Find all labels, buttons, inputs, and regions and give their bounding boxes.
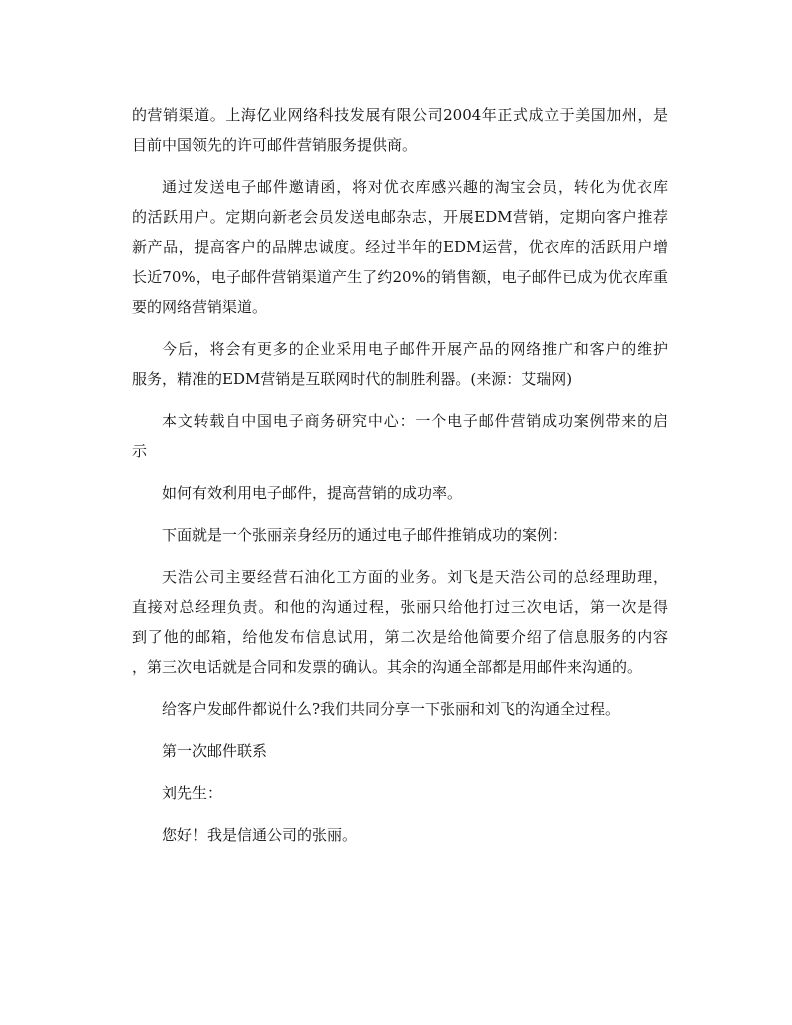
- text-line: 示: [132, 442, 148, 460]
- text-line: 到了他的邮箱，给他发布信息试用，第二次是给他简要介绍了信息服务的内容: [132, 628, 668, 646]
- paragraph: [132, 562, 668, 682]
- text-line: 长近70%，电子邮件营销渠道产生了约20%的销售额，电子邮件已成为优衣库重: [132, 268, 668, 286]
- paragraph: [132, 778, 668, 808]
- paragraph: [132, 820, 668, 850]
- text-line: 您好！我是信通公司的张丽。: [162, 826, 358, 844]
- paragraph: [132, 520, 668, 550]
- text-line: 目前中国领先的许可邮件营销服务提供商。: [132, 136, 418, 154]
- text-line: 下面就是一个张丽亲身经历的通过电子邮件推销成功的案例：: [162, 526, 568, 544]
- text-line: 服务，精准的EDM营销是互联网时代的制胜利器。(来源：艾瑞网): [132, 370, 573, 388]
- text-line: 天浩公司主要经营石油化工方面的业务。刘飞是天浩公司的总经理助理，: [162, 568, 668, 586]
- paragraph: [132, 694, 668, 724]
- text-line: 通过发送电子邮件邀请函，将对优衣库感兴趣的淘宝会员，转化为优衣库: [162, 178, 668, 196]
- text-line: 的营销渠道。上海亿业网络科技发展有限公司2004年正式成立于美国加州，是: [132, 106, 668, 124]
- text-line: 的活跃用户。定期向新老会员发送电邮杂志，开展EDM营销，定期向客户推荐: [132, 208, 668, 226]
- text-line: 要的网络营销渠道。: [132, 298, 268, 316]
- text-line: 新产品，提高客户的品牌忠诚度。经过半年的EDM运营，优衣库的活跃用户增: [132, 238, 668, 256]
- document-body: [132, 100, 668, 862]
- text-line: 给客户发邮件都说什么?我们共同分享一下张丽和刘飞的沟通全过程。: [162, 700, 621, 718]
- text-line: ，第三次电话就是合同和发票的确认。其余的沟通全部都是用邮件来沟通的。: [132, 658, 643, 676]
- text-line: 今后，将会有更多的企业采用电子邮件开展产品的网络推广和客户的维护: [162, 340, 668, 358]
- text-line: 刘先生：: [162, 784, 223, 802]
- text-line: 如何有效利用电子邮件，提高营销的成功率。: [162, 484, 463, 502]
- paragraph: [132, 100, 668, 160]
- text-line: 第一次邮件联系: [162, 742, 268, 760]
- paragraph: [132, 334, 668, 394]
- paragraph: [132, 478, 668, 508]
- paragraph: [132, 406, 668, 466]
- text-line: 本文转载自中国电子商务研究中心：一个电子邮件营销成功案例带来的启: [162, 412, 668, 430]
- text-line: 直接对总经理负责。和他的沟通过程，张丽只给他打过三次电话，第一次是得: [132, 598, 668, 616]
- paragraph: [132, 172, 668, 322]
- paragraph: [132, 736, 668, 766]
